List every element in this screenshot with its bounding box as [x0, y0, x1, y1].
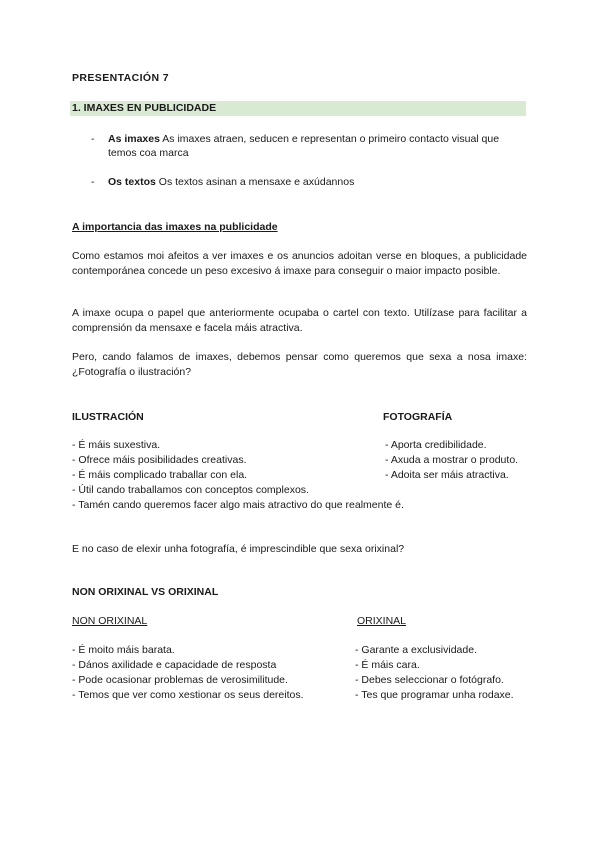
orixinal-list — [355, 643, 514, 703]
non-orixinal-list — [72, 643, 304, 703]
bullet-item-imaxes — [108, 132, 528, 160]
list-item: - Debes seleccionar o fotógrafo. — [355, 674, 504, 686]
comparison-heading: NON ORIXINAL VS ORIXINAL — [72, 586, 219, 598]
fotografia-heading: FOTOGRAFÍA — [383, 411, 453, 423]
bullet-term: As imaxes — [108, 133, 160, 145]
list-item: - Garante a exclusividade. — [355, 644, 477, 656]
list-item: - Tamén cando queremos facer algo mais atractivo do que realmente é. — [72, 499, 404, 511]
paragraph: A imaxe ocupa o papel que anteriormente ocupaba o cartel con texto. Utilízase para facilitar a comprensión da mensaxe e facela máis atractiva. — [72, 307, 527, 334]
bullet-description: As imaxes atraen, seducen e representan o primeiro contacto visual que temos coa marca — [108, 133, 500, 159]
list-item: - É máis cara. — [355, 659, 420, 671]
bullet-dash: - — [91, 176, 95, 188]
list-item: - Ofrece máis posibilidades creativas. — [72, 454, 247, 466]
ilustracion-heading: ILUSTRACIÓN — [72, 411, 144, 423]
orixinal-heading: ORIXINAL — [357, 615, 407, 627]
list-item: - Axuda a mostrar o produto. — [385, 454, 519, 466]
bullet-dash: - — [91, 133, 95, 145]
subheading: A importancia das imaxes na publicidade — [72, 221, 278, 233]
document-title: PRESENTACIÓN 7 — [72, 72, 170, 84]
paragraph: Pero, cando falamos de imaxes, debemos pensar como queremos que sexa a nosa imaxe: ¿Fotografía o ilustración? — [72, 351, 527, 378]
non-orixinal-heading: NON ORIXINAL — [72, 615, 148, 627]
list-item: - Dános axilidade e capacidade de resposta — [72, 659, 277, 671]
list-item: - É máis complicado traballar con ela. — [72, 469, 248, 481]
list-item: - Temos que ver como xestionar os seus dereitos. — [72, 689, 304, 701]
section-heading: 1. IMAXES EN PUBLICIDADE — [72, 102, 217, 114]
list-item: - Aporta credibilidade. — [385, 439, 487, 451]
fotografia-list — [385, 438, 518, 483]
list-item: - Adoita ser máis atractiva. — [385, 469, 509, 481]
paragraph: Como estamos moi afeitos a ver imaxes e os anuncios adoitan verse en bloques, a publicidade contemporánea concede un peso excesivo á imaxe para conseguir o maior impacto posible. — [72, 250, 527, 277]
bullet-description: Os textos asinan a mensaxe e axúdannos — [155, 176, 355, 188]
list-item: - Tes que programar unha rodaxe. — [355, 689, 514, 701]
bullet-term: Os textos — [108, 176, 156, 188]
question-text: E no caso de elexir unha fotografía, é imprescindible que sexa orixinal? — [72, 543, 405, 555]
ilustracion-list — [72, 438, 404, 513]
list-item: - É máis suxestiva. — [72, 439, 161, 451]
bullet-item-textos — [108, 175, 528, 189]
list-item: - Útil cando traballamos con conceptos complexos. — [72, 484, 309, 496]
list-item: - É moito máis barata. — [72, 644, 175, 656]
list-item: - Pode ocasionar problemas de verosimilitude. — [72, 674, 288, 686]
